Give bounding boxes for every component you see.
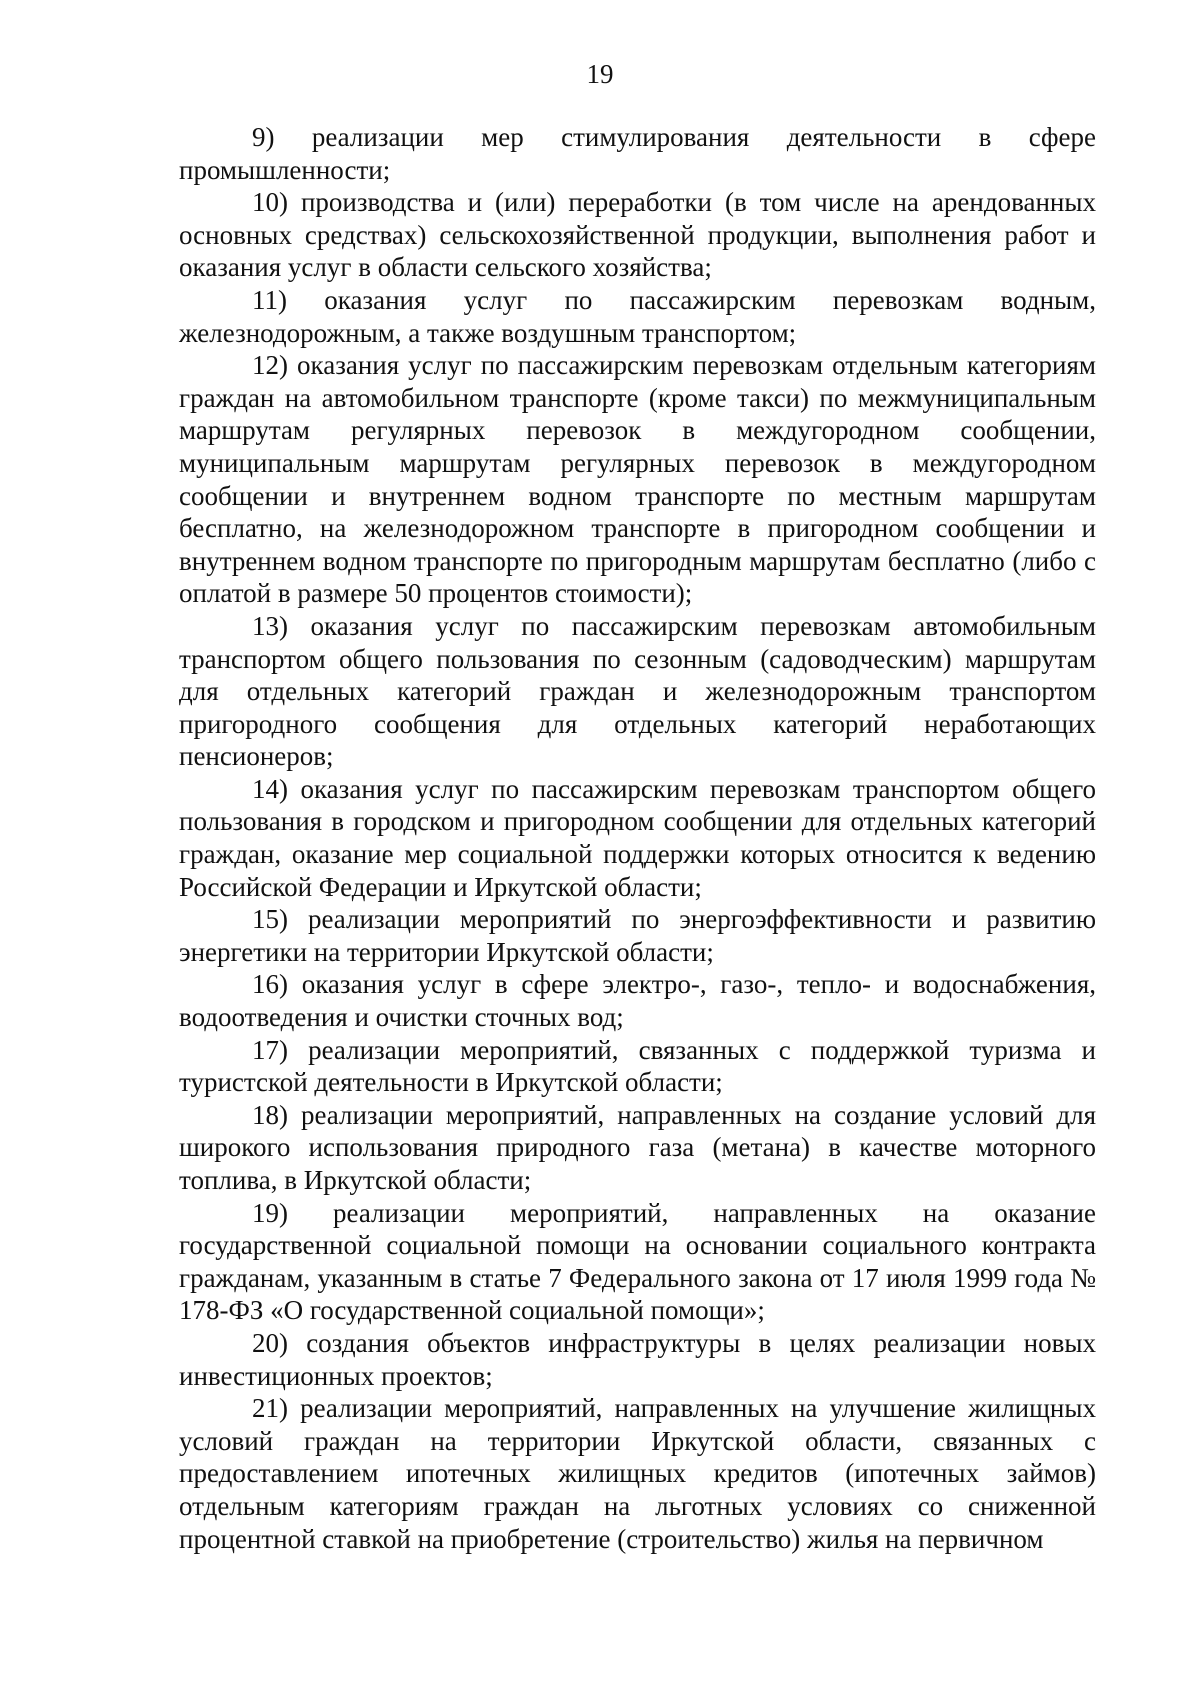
list-item: 14) оказания услуг по пассажирским перевозкам транспортом общего пользования в городском и пригородном сообщении для отдельных категорий граждан, оказание мер социальной поддержки которых относится к ведению Российской Федерации и Иркутской области; [179, 773, 1096, 902]
list-item: 12) оказания услуг по пассажирским перевозкам отдельным категориям граждан на автомобильном транспорте (кроме такси) по межмуниципальным маршрутам регулярных перевозок в междугородном сообщении, муниципальным маршрутам регулярных перевозок в междугородном сообщении и внутреннем водном транспорте по местным маршрутам бесплатно, на железнодорожном транспорте в пригородном сообщении и внутреннем водном транспорте по пригородным маршрутам бесплатно (либо с оплатой в размере 50 процентов стоимости); [179, 350, 1096, 609]
list-item: 11) оказания услуг по пассажирским перевозкам водным, железнодорожным, а также воздушным транспортом; [179, 284, 1096, 348]
list-item: 17) реализации мероприятий, связанных с поддержкой туризма и туристской деятельности в Иркутской области; [179, 1034, 1096, 1098]
list-item: 9) реализации мер стимулирования деятельности в сфере промышленности; [179, 122, 1096, 185]
list-item: 18) реализации мероприятий, направленных на создание условий для широкого использования природного газа (метана) в качестве моторного топлива, в Иркутской области; [179, 1099, 1096, 1195]
page-number: 19 [586, 59, 614, 89]
list-item: 15) реализации мероприятий по энергоэффективности и развитию энергетики на территории Иркутской области; [179, 904, 1096, 967]
list-item: 21) реализации мероприятий, направленных на улучшение жилищных условий граждан на территории Иркутской области, связанных с предоставлением ипотечных жилищных кредитов (ипотечных займов) отдельным категориям граждан на льготных условиях со сниженной процентной ставкой на приобретение (строительство) жилья на первичном [179, 1393, 1096, 1554]
list-item: 10) производства и (или) переработки (в том числе на арендованных основных средствах) сельскохозяйственной продукции, выполнения работ и оказания услуг в области сельского хозяйства; [179, 187, 1096, 283]
list-item: 20) создания объектов инфраструктуры в целях реализации новых инвестиционных проектов; [179, 1327, 1096, 1391]
list-item: 13) оказания услуг по пассажирским перевозкам автомобильным транспортом общего пользования по сезонным (садоводческим) маршрутам для отдельных категорий граждан и железнодорожным транспортом пригородного сообщения для отдельных категорий неработающих пенсионеров; [179, 610, 1096, 772]
document-body [179, 121, 1096, 1555]
list-item: 19) реализации мероприятий, направленных на оказание государственной социальной помощи на основании социального контракта гражданам, указанным в статье 7 Федерального закона от 17 июля 1999 года № 178-ФЗ «О государственной социальной помощи»; [179, 1197, 1096, 1326]
list-item: 16) оказания услуг в сфере электро-, газо-, тепло- и водоснабжения, водоотведения и очистки сточных вод; [179, 969, 1096, 1033]
